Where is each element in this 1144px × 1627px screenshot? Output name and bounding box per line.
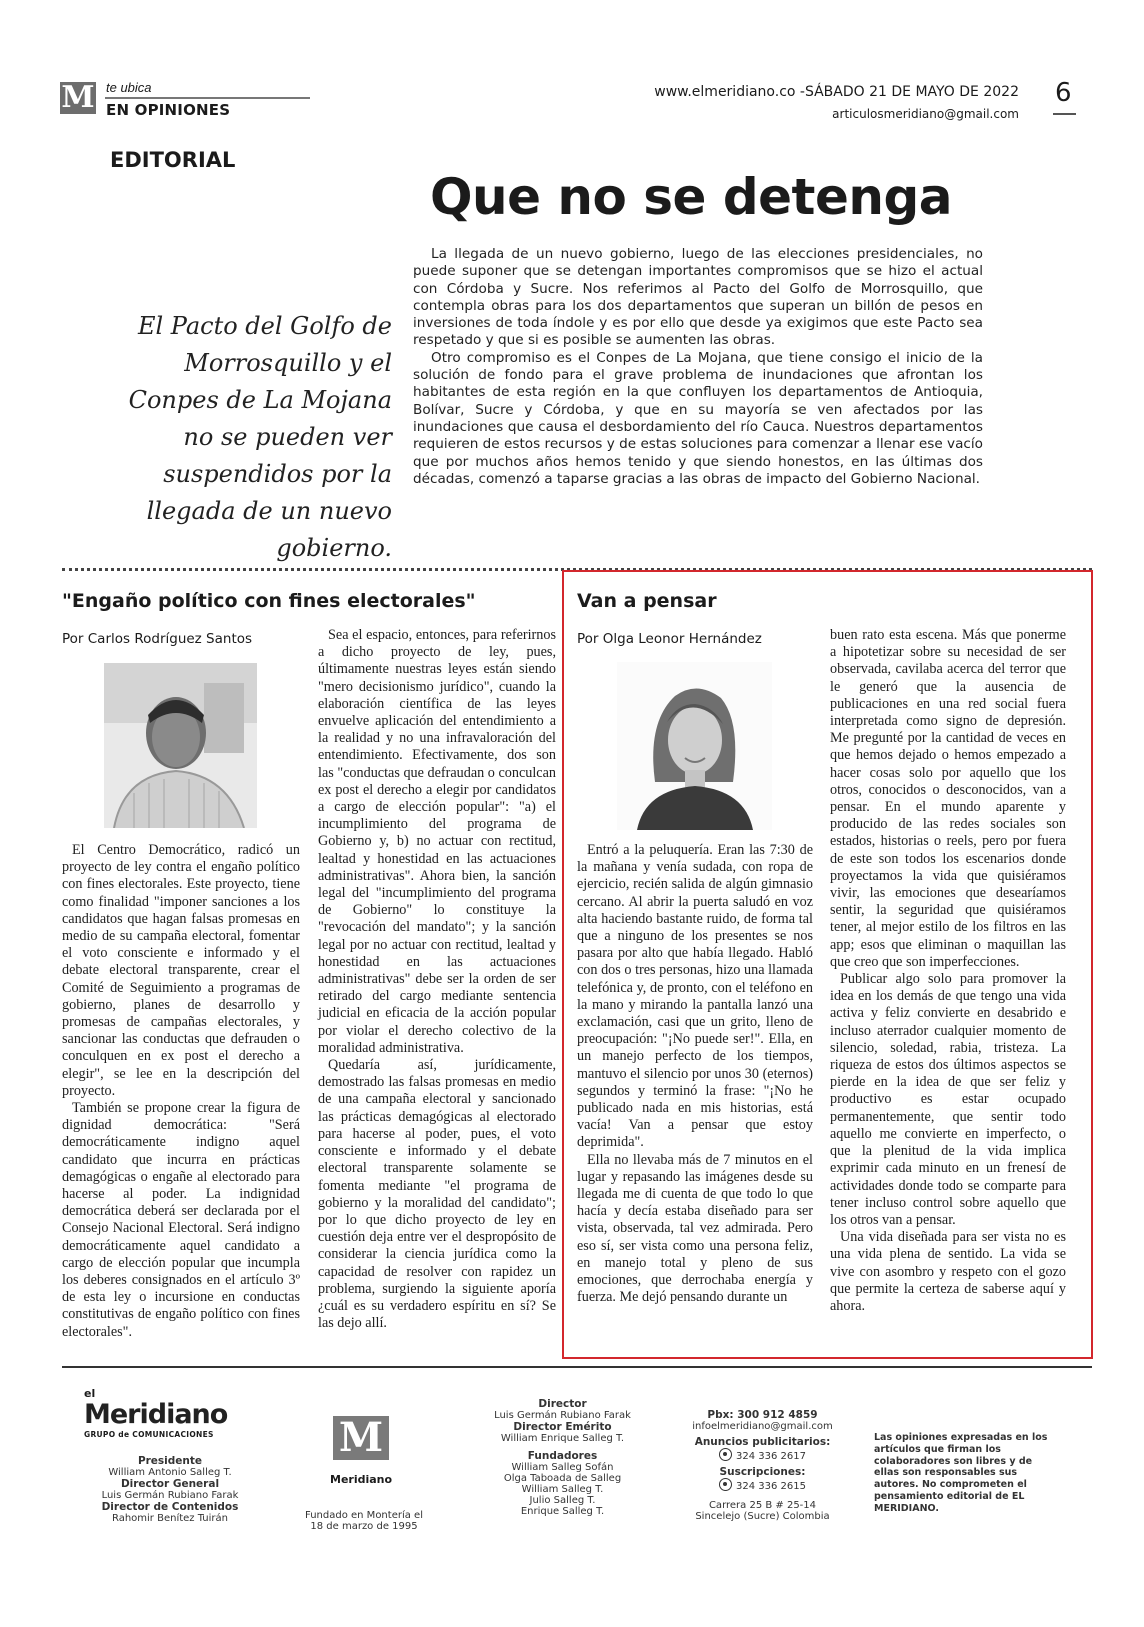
editorial-paragraph: La llegada de un nuevo gobierno, luego de las elecciones presidenciales, no puede suponer que se detengan importantes compromisos que se hizo el actual con Córdoba y Sucre. Nos referimos al Pacto del Golfo de Morrosquillo, que contempla obras para los dos departamentos que superan un billón de pesos en inversiones de toda índole y es por ello que desde ya exigimos que este Pacto sea respetado y que si es posible se aumenten las obras. [413,246,983,349]
fundador: Enrique Salleg T. [520,1506,605,1517]
fundador: Olga Taboada de Salleg [503,1473,622,1484]
director-emerito-name: William Enrique Salleg T. [500,1433,625,1444]
presidente-name: William Antonio Salleg T. [108,1467,232,1478]
fundador: William Salleg T. [521,1484,604,1495]
whatsapp-icon [719,1448,732,1461]
editorial-title: Que no se detenga [430,168,952,226]
article-paragraph: Entró a la peluquería. Eran las 7:30 de la mañana y venía sudada, con ropa de ejercicio, recién salida de algún gimnasio cercano. Al abrir la puerta saludó en voz alta haciendo bastante ruido, de forma tal que a ninguno de los presentes se nos pasara por alto que había llegado. Habló con dos o tres personas, hizo una llamada telefónica y, de pronto, con el teléfono en la mano y mirando la pantalla lanzó una exclamación, casi que un grito, lleno de preocupación: "¡No puede ser!". Ella, en un manejo perfecto de los tiempos, mantuvo el silencio por unos 30 (eternos) segundos y terminó la frase: "¡No he publicado nada en mis historias, está vacía! Van a pensar que estoy deprimida". [577,842,813,1151]
article-paragraph: Una vida diseñada para ser vista no es una vida plena de sentido. La vida se vive con asombro y respeto con el gozo que permite la certeza de saberse aquí y ahora. [830,1229,1066,1314]
dateline: www.elmeridiano.co -SÁBADO 21 DE MAYO DE 2022 [654,84,1019,100]
article-paragraph: buen rato esta escena. Más que ponerme a hipotetizar sobre su necesidad de ser observada, cavilaba acerca del terror que le generó que la ausencia de publicaciones en una red social fuera interpretada como signo de depresión. Me pregunté por la cantidad de veces en que hemos dejado o hemos empezado a hacer cosas solo por aquello que los otros, conocidos o desconocidos, van a pensar. En el mundo aparente y producido de las redes sociales son estados, historias o reels, pero por fuera de este son todos los escenarios donde proyectamos la vida que quisiéramos vivir, las emociones que desearíamos sentir, la seguridad que quisiéramos tener, al mejor estilo de los filtros en las app; esos que eliminan o maquillan las que creo que son imperfecciones. [830,627,1066,970]
founded-note: Fundado en Montería el 18 de marzo de 1995 [305,1510,423,1532]
article-paragraph: El Centro Democrático, radicó un proyecto de ley contra el engaño político con fines electorales. Este proyecto, tiene como finalidad "imponer sanciones a los candidatos que hagan falsas promesas en medio de su campaña electoral, fomentar el voto consciente e informado y el debate electoral transparente, crear el Comité de Seguimiento a programas de gobierno, planes de desarrollo y promesas de campañas electorales, y sancionar las conductas que defrauden o conculquen en ex post el derecho a elegir", se lee en la descripción del proyecto. [62,842,300,1099]
article-2-column-2 [830,627,1066,1315]
article-paragraph: Publicar algo solo para promover la idea en los demás de que tengo una vida activa y feliz convierte en desabrido e incluso aterrador cualquier momento de silencio, soledad, rabia, tristeza. La riqueza de estos dos últimos aspectos se pierde en la idea de que ser feliz y productivo es estar ocupado permanentemente, que sentir todo aquello me convierte en imperfecto, o que la plenitud de la vida implica exprimir cada minuto en un frenesí de actividades donde todo se comparte para tener incluso control sobre aquello que los otros van a pensar. [830,971,1066,1228]
director-contenidos-name: Rahomir Benítez Tuirán [111,1513,229,1524]
article-2-title: Van a pensar [577,590,717,612]
article-paragraph: Sea el espacio, entonces, para referirnos a dicho proyecto de ley, pues, últimamente nuestras leyes están siendo "mero decisionismo jurídico", cuando la elaboración científica de las leyes envuelve aplicación del entendimiento a la realidad y no una infravaloración del entendimiento. Efectivamente, dos son las "conductas que defraudan o conculcan ex post el derecho a elegir por candidatos a cargo de elección popular": "a) el incumplimiento del programa de Gobierno y, b) no actuar con rectitud, lealtad y honestidad en las actuaciones administrativas". Ahora bien, la sanción legal del "incumplimiento del programa de Gobierno" lo constituye la "revocación del mandato"; y la sanción legal por no actuar con rectitud, lealtad y honestidad en las actuaciones administrativas" debe ser la orden de ser retirado del cargo mediante sentencia judicial en eficacia de la acción popular por violar el derecho colectivo de la moralidad administrativa. [318,627,556,1056]
footer-brand-small: el [84,1387,96,1400]
article-1-column-2 [318,627,556,1332]
suscripciones-label: Suscripciones: [719,1466,806,1478]
footer-logo: M [333,1416,389,1460]
anuncios-phone-row [680,1448,845,1462]
suscripciones-phone-row [680,1478,845,1492]
author-photo-olga [617,662,772,830]
article-paragraph: Ella no llevaba más de 7 minutos en el lugar y repasando las imágenes desde su llegada me di cuenta de que todo lo que hacía y decía estaba diseñado para ser vista, observada, tal vez admirada. Pero eso sí, ser vista como una persona feliz, en manejo total y pleno de sus emociones, que derrochaba energía y fuerza. Me dejó pensando durante un [577,1151,813,1306]
city: Sincelejo (Sucre) Colombia [695,1511,830,1522]
suscripciones-phone: 324 336 2615 [736,1481,806,1492]
article-1-column-1 [62,842,300,1341]
section-name: EN OPINIONES [106,101,231,119]
section-kicker: te ubica [106,80,152,95]
presidente-label: Presidente [137,1455,203,1467]
fundadores-label: Fundadores [527,1450,598,1462]
contact-email: articulosmeridiano@gmail.com [832,107,1019,121]
fundador: William Salleg Sofán [511,1462,614,1473]
director-name: Luis Germán Rubiano Farak [494,1410,631,1421]
pbx-email: infoelmeridiano@gmail.com [692,1421,833,1432]
pbx: Pbx: 300 912 4859 [707,1409,818,1421]
footer-contact [680,1409,845,1522]
disclaimer: Las opiniones expresadas en los artículos que firman los colaboradores son libres y de ellas son responsables sus autores. No comprometen el pensamiento editorial de EL MERIDIANO. [874,1432,1048,1514]
director-label: Director [538,1398,587,1410]
article-paragraph: Quedaría así, jurídicamente, demostrado las falsas promesas en medio de una campaña electoral y sancionado las prácticas demagógicas al electorado para hacerse al poder, pues, el voto consciente e informado y el debate electoral transparente solamente se fomenta mediante "el programa de gobierno y la moralidad del candidato"; por lo que dicho proyecto de ley en cuestión deja entre ver el despropósito de considerar la ciencia jurídica como la capacidad de resolver con rapidez un problema, surgiendo la siguiente aporía ¿cuál es su verdadero espíritu en sí? Se las dejo allí. [318,1057,556,1332]
whatsapp-icon [719,1478,732,1491]
anuncios-phone: 324 336 2617 [736,1451,806,1462]
article-2-column-1 [577,842,813,1306]
address: Carrera 25 B # 25-14 [708,1500,817,1511]
anuncios-label: Anuncios publicitarios: [694,1436,831,1448]
article-paragraph: También se propone crear la figura de dignidad democrática: "Será democráticamente indigno aquel candidato que incurra en prácticas demagógicas o engañe al electorado para hacerse al poder. La indignidad democrática deberá ser declarada por el Consejo Nacional Electoral. Será indigno democráticamente aquel candidato a cargo de elección popular que incumpla los deberes consignados en el artículo 3º de esta ley o incursione en conductas constitutivas de engaño político con fines electorales". [62,1100,300,1340]
author-photo-carlos [104,663,257,828]
header-rule [105,97,310,99]
director-emerito-label: Director Emérito [513,1421,612,1433]
page-number: 6 [1055,78,1072,108]
footer-management [80,1455,260,1524]
director-general-label: Director General [120,1478,220,1490]
fundador: Julio Salleg T. [529,1495,596,1506]
footer-directors [480,1398,645,1517]
header-logo: M [61,80,95,115]
footer-rule [62,1366,1092,1368]
pull-quote: El Pacto del Golfo de Morrosquillo y el Conpes de La Mojana no se pueden ver suspendidos por la llegada de un nuevo gobierno. [128,312,392,562]
editorial-body [413,246,983,488]
page-number-rule [1053,113,1076,115]
director-contenidos-label: Director de Contenidos [101,1501,239,1513]
editorial-paragraph: Otro compromiso es el Conpes de La Mojana, que tiene consigo el inicio de la solución de fondo para el grave problema de inundaciones que afrontan los habitantes de esta región en la que confluyen los departamentos de Antioquia, Bolívar, Sucre y Córdoba, y que en su mayoría se ven afectados por las inundaciones que causa el desbordamiento del río Cauca. Nuestros departamentos requieren de estos recursos y de estas soluciones para comenzar a llenar ese vacío que por muchos años hemos tenido y que siendo honestos, en las últimas dos décadas, comenzó a taparse gracias a las obras de impacto del Gobierno Nacional. [413,349,983,487]
footer-logo-word: Meridiano [330,1473,393,1486]
editorial-label: EDITORIAL [110,148,236,172]
footer-brand-sub: GRUPO de COMUNICACIONES [84,1430,214,1439]
article-1-author: Por Carlos Rodríguez Santos [62,631,253,647]
article-1-title: "Engaño político con fines electorales" [62,590,476,612]
footer-brand: Meridiano [84,1399,228,1430]
director-general-name: Luis Germán Rubiano Farak [101,1490,239,1501]
article-2-author: Por Olga Leonor Hernández [577,631,762,647]
